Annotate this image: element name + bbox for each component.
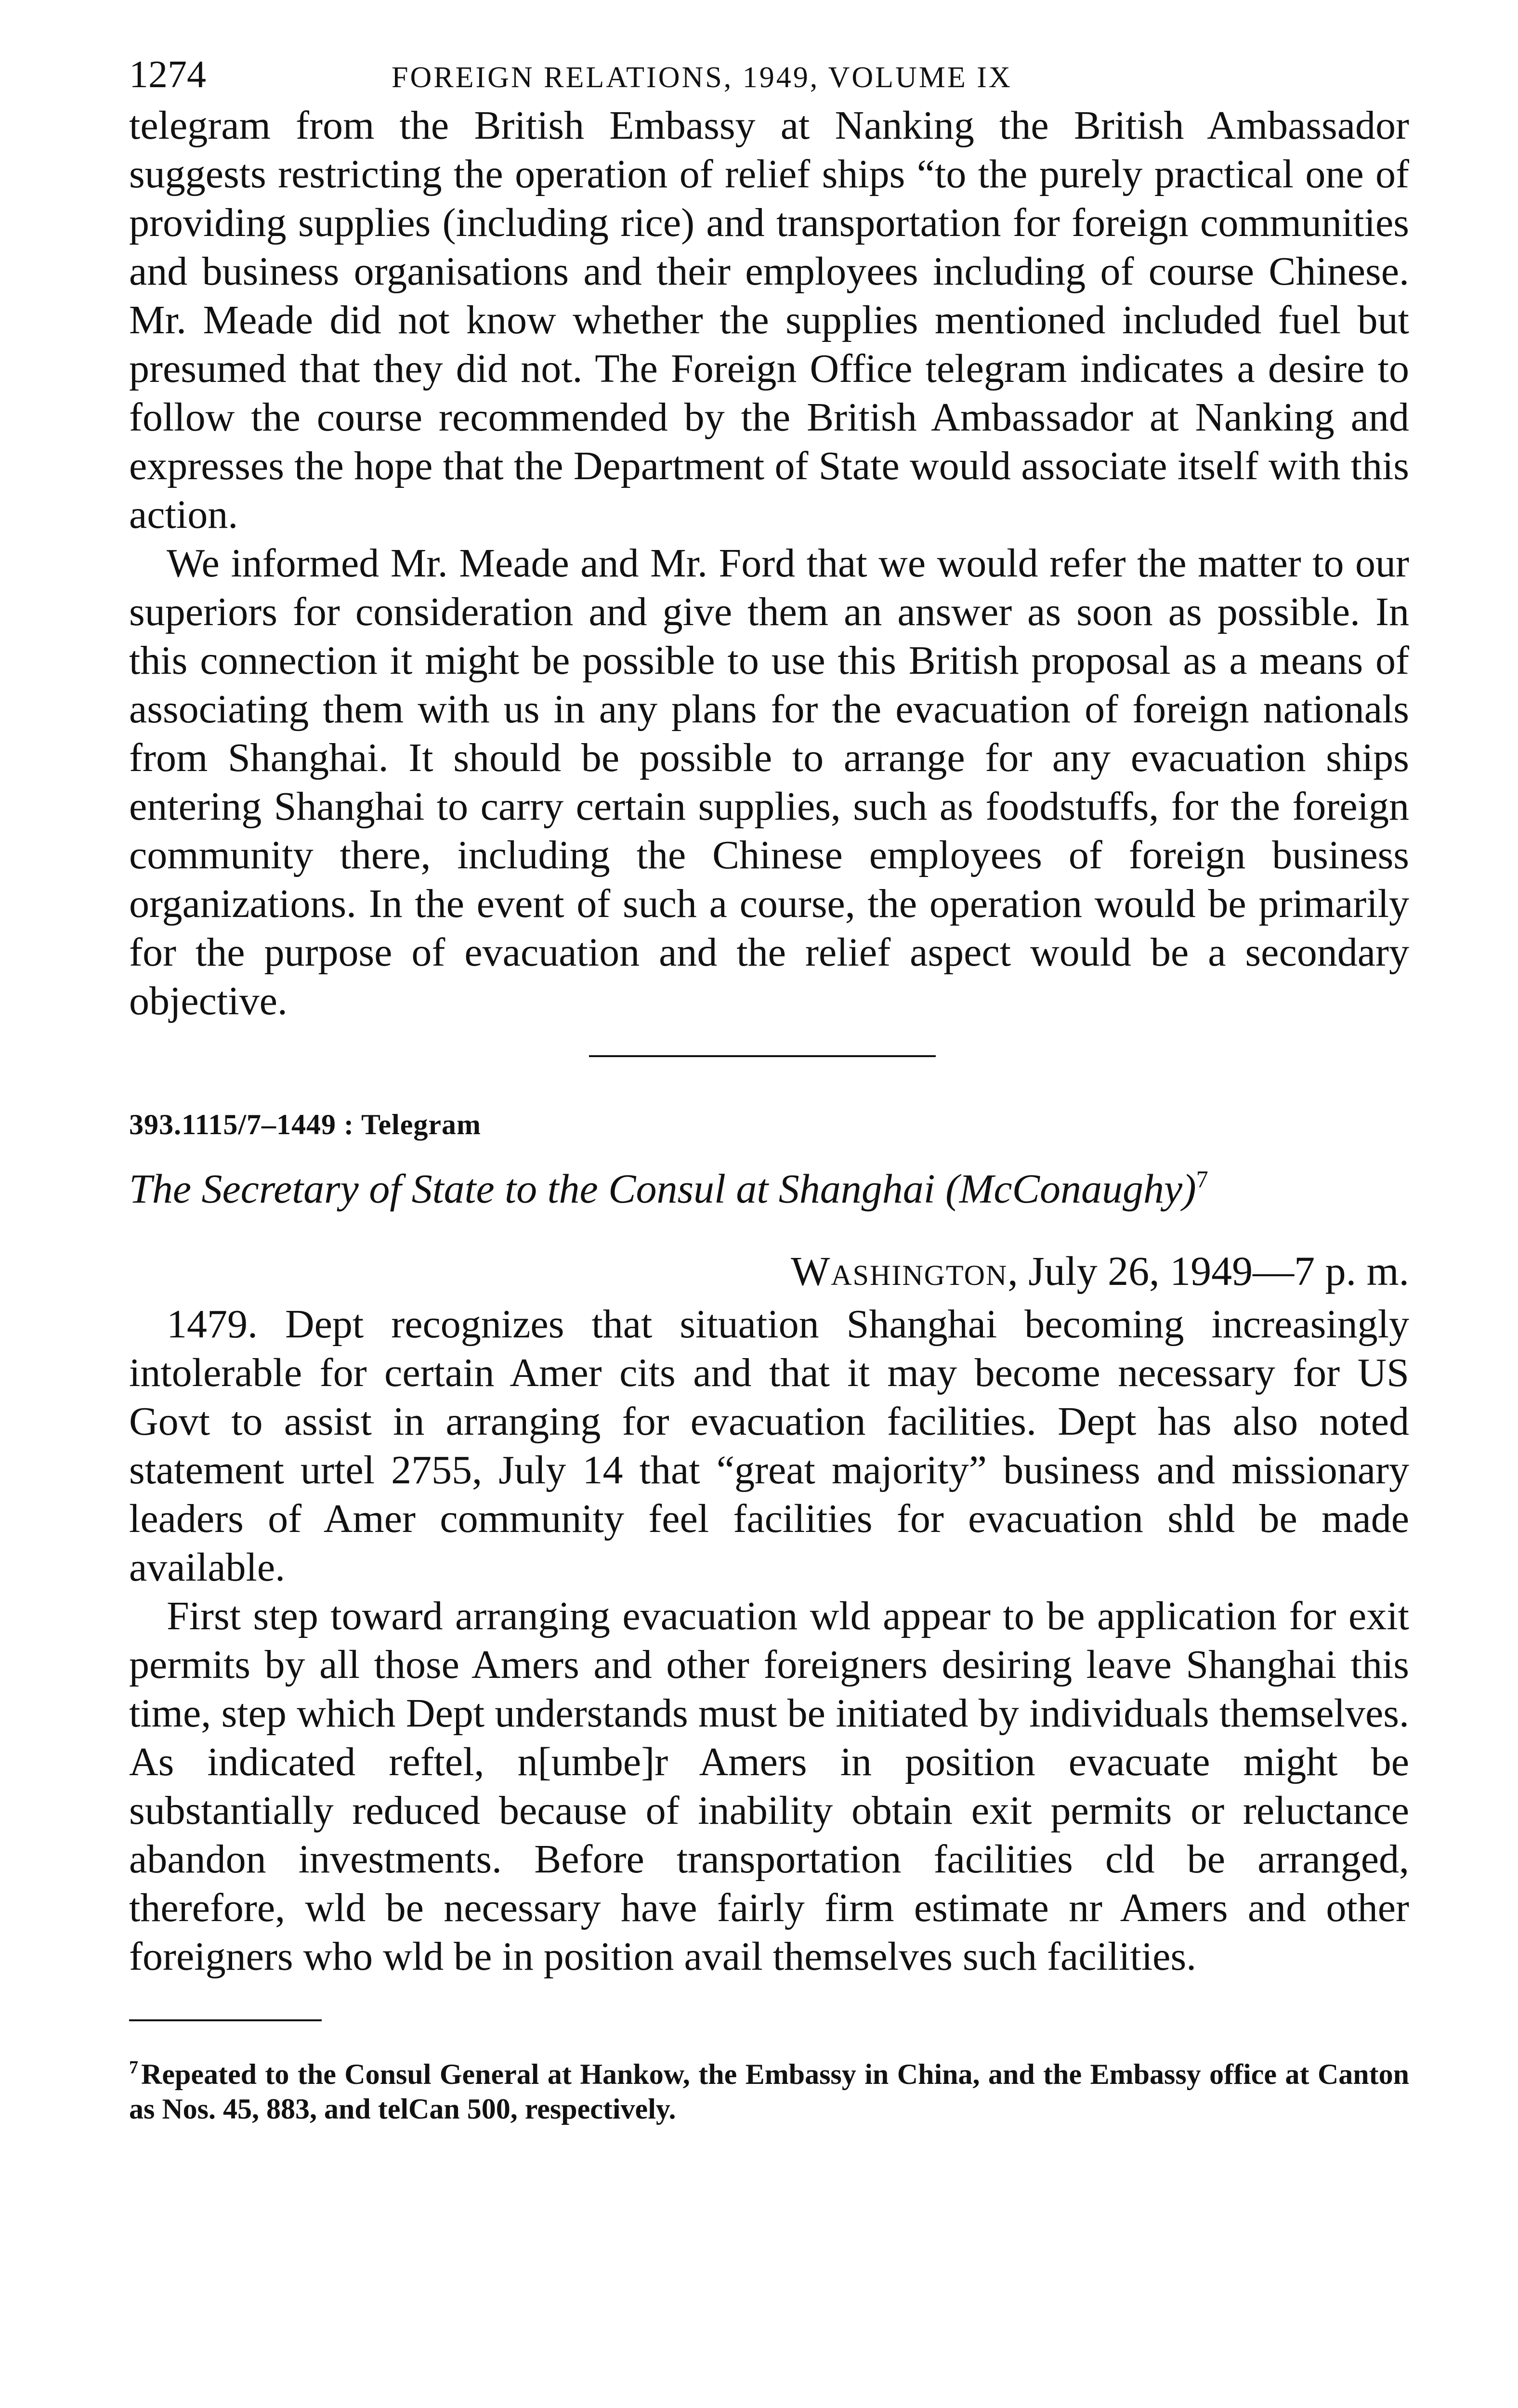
section-divider [589, 1055, 936, 1057]
footnote-number: 7 [129, 2057, 138, 2078]
paragraph: telegram from the British Embassy at Nanking the British Ambassador suggests restricting the operation of relief ships “to the purely practical one of providing supplies (including rice) and transportation for foreign communities and business organisations and their employees including of course Chinese. Mr. Meade did not know whether the supplies mentioned included fuel but presumed that they did not. The Foreign Office telegram indicates a desire to follow the course recommended by the British Ambassador at Nanking and expresses the hope that the Department of State would associate itself with this action. [129, 103, 1409, 537]
paragraph: We informed Mr. Meade and Mr. Ford that we would refer the matter to our superiors for consideration and give them an answer as soon as possible. In this connection it might be possible to use this British proposal as a means of associating them with us in any plans for the evacuation of foreign nationals from Shanghai. It should be possible to arrange for any evacuation ships entering Shanghai to carry certain supplies, such as foodstuffs, for the foreign community there, including the Chinese employees of foreign business organizations. In the event of such a course, the operation would be primarily for the purpose of evacuation and the relief aspect would be a secondary objective. [129, 541, 1409, 1023]
dateline-date: , July 26, 1949—7 p. m. [1008, 1248, 1409, 1294]
body-section-1 [129, 101, 1409, 1025]
document-title-text: The Secretary of State to the Consul at Shanghai (McConaughy) [129, 1165, 1196, 1212]
footnote-marker: 7 [1196, 1165, 1208, 1192]
running-title: FOREIGN RELATIONS, 1949, VOLUME IX [392, 61, 1012, 94]
dateline [129, 1244, 1409, 1298]
document-page [129, 48, 1409, 2155]
document-title [129, 1152, 1409, 1215]
dateline-place: Washington [791, 1248, 1008, 1294]
file-reference: 393.1115/7–1449 : Telegram [129, 1109, 481, 1140]
running-head [129, 48, 1409, 101]
footnote-text: Repeated to the Consul General at Hankow, the Embassy in China, and the Embassy office at Canton as Nos. 45, 883, and telCan 500, respectively. [129, 2058, 1409, 2125]
footnote-divider [129, 2019, 322, 2021]
page-number: 1274 [129, 53, 206, 96]
body-section-2 [129, 1300, 1409, 1981]
paragraph: 1479. Dept recognizes that situation Shanghai becoming increasingly intolerable for certain Amer cits and that it may become necessary for US Govt to assist in arranging for evacuation facilities. Dept has also noted statement urtel 2755, July 14 that “great majority” business and missionary leaders of Amer community feel facilities for evacuation shld be made available. [129, 1302, 1409, 1590]
paragraph: First step toward arranging evacuation wld appear to be application for exit permits by all those Amers and other foreigners desiring leave Shanghai this time, step which Dept understands must be initiated by individuals themselves. As indicated reftel, n[umbe]r Amers in position evacuate might be substantially reduced because of inability obtain exit permits or reluctance abandon investments. Before transportation facilities cld be arranged, therefore, wld be necessary have fairly firm estimate nr Amers and other foreigners who wld be in position avail themselves such facilities. [129, 1594, 1409, 1979]
footnote [129, 2050, 1409, 2126]
